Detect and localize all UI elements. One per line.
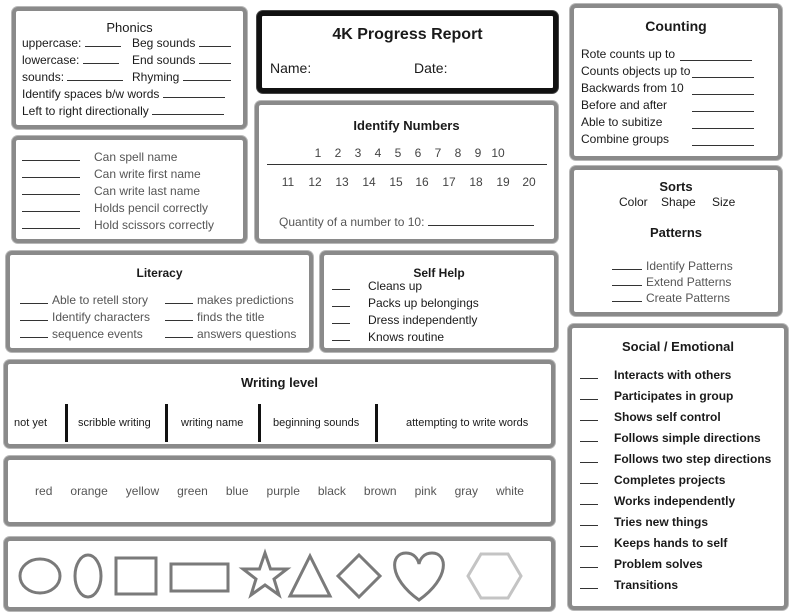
social-blank[interactable] xyxy=(580,567,598,568)
literacy-blank[interactable] xyxy=(165,337,193,338)
counting-objects: Counts objects up to xyxy=(581,64,691,78)
number-item: 17 xyxy=(442,175,456,189)
sorts-patterns-section xyxy=(570,166,782,316)
finds-the-title: finds the title xyxy=(197,310,265,324)
shapes-section xyxy=(4,537,555,611)
counting-rote-blank[interactable] xyxy=(680,48,752,61)
social-blank[interactable] xyxy=(580,462,598,463)
name-skill-row xyxy=(22,201,242,218)
circle-shape-icon xyxy=(20,559,60,593)
counting-combine: Combine groups xyxy=(581,132,670,146)
social-blank[interactable] xyxy=(580,378,598,379)
problem-solves: Problem solves xyxy=(614,557,703,571)
self-help-blank[interactable] xyxy=(332,289,350,290)
self-help-blank[interactable] xyxy=(332,306,350,307)
counting-subitize-blank[interactable] xyxy=(692,116,754,129)
identify-characters: Identify characters xyxy=(52,310,151,324)
name-skills-section xyxy=(12,136,247,243)
oval-shape-icon xyxy=(75,555,101,597)
holds-pencil: Holds pencil correctly xyxy=(94,201,209,215)
phonics-lowercase-blank[interactable] xyxy=(83,63,119,64)
literacy-section xyxy=(6,251,313,352)
name-skill-blank[interactable] xyxy=(22,160,80,161)
phonics-left-to-right: Left to right directionally xyxy=(22,104,149,118)
self-help-section xyxy=(320,251,558,352)
date-label: Date: xyxy=(414,60,448,76)
phonics-left-to-right-blank[interactable] xyxy=(152,114,224,115)
colors-section xyxy=(4,456,555,526)
writing-level-section xyxy=(4,360,555,448)
number-item: 11 xyxy=(281,175,295,189)
writing-level-divider xyxy=(258,404,261,442)
self-help-blank[interactable] xyxy=(332,323,350,324)
writing-level-not-yet[interactable]: not yet xyxy=(14,417,48,429)
phonics-end-sounds: End sounds xyxy=(132,53,196,67)
participates-in-group: Participates in group xyxy=(614,389,734,403)
sorts-size: Size xyxy=(712,195,736,209)
phonics-identify-spaces: Identify spaces b/w words xyxy=(22,87,160,101)
number-item: 6 xyxy=(414,146,422,160)
counting-backwards-blank[interactable] xyxy=(692,82,754,95)
pattern-blank[interactable] xyxy=(612,269,642,270)
number-item: 12 xyxy=(308,175,322,189)
sorts-title: Sorts xyxy=(659,179,693,194)
pattern-blank[interactable] xyxy=(612,301,642,302)
completes-projects: Completes projects xyxy=(614,473,726,487)
name-skill-blank[interactable] xyxy=(22,177,80,178)
number-item: 20 xyxy=(522,175,536,189)
literacy-blank[interactable] xyxy=(165,320,193,321)
quantity-blank[interactable] xyxy=(428,225,534,226)
rectangle-shape-icon xyxy=(171,564,228,591)
social-blank[interactable] xyxy=(580,483,598,484)
can-spell-name: Can spell name xyxy=(94,150,178,164)
counting-before-after-blank[interactable] xyxy=(692,99,754,112)
tries-new-things: Tries new things xyxy=(614,515,709,529)
literacy-blank[interactable] xyxy=(20,320,48,321)
name-skill-row xyxy=(22,150,242,167)
social-blank[interactable] xyxy=(580,546,598,547)
writing-level-divider xyxy=(165,404,168,442)
phonics-lowercase: lowercase: xyxy=(22,53,80,67)
social-blank[interactable] xyxy=(580,399,598,400)
follows-simple-directions: Follows simple directions xyxy=(614,431,761,445)
name-skill-blank[interactable] xyxy=(22,228,80,229)
retell-story: Able to retell story xyxy=(52,293,149,307)
writing-level-divider xyxy=(65,404,68,442)
color-word: white xyxy=(495,484,524,498)
report-title: 4K Progress Report xyxy=(332,26,483,43)
phonics-identify-spaces-blank[interactable] xyxy=(163,97,225,98)
color-word: black xyxy=(317,484,346,498)
color-word: purple xyxy=(266,484,300,498)
report-header xyxy=(257,11,558,93)
shows-self-control: Shows self control xyxy=(614,410,721,424)
number-item: 18 xyxy=(469,175,483,189)
triangle-shape-icon xyxy=(290,556,330,596)
heart-shape-icon xyxy=(395,553,444,600)
number-item: 7 xyxy=(434,146,442,160)
color-word: yellow xyxy=(125,484,160,498)
phonics-end-sounds-blank[interactable] xyxy=(199,63,231,64)
self-help-title: Self Help xyxy=(413,266,465,280)
number-item: 8 xyxy=(454,146,462,160)
color-word: green xyxy=(177,484,208,498)
counting-backwards: Backwards from 10 xyxy=(581,81,684,95)
patterns-title: Patterns xyxy=(649,225,703,240)
color-word: brown xyxy=(363,484,397,498)
counting-subitize: Able to subitize xyxy=(581,115,663,129)
phonics-sounds-blank[interactable] xyxy=(67,80,123,81)
extend-patterns: Extend Patterns xyxy=(646,275,732,289)
create-patterns: Create Patterns xyxy=(646,291,731,305)
number-item: 19 xyxy=(496,175,510,189)
writing-level-divider xyxy=(375,404,378,442)
number-item: 4 xyxy=(374,146,382,160)
pattern-blank[interactable] xyxy=(612,285,642,286)
can-write-first-name: Can write first name xyxy=(94,167,201,181)
number-item: 1 xyxy=(314,146,322,160)
name-label: Name: xyxy=(270,60,312,76)
writing-level-attempting-words[interactable]: attempting to write words xyxy=(406,417,529,429)
social-emotional-section xyxy=(568,324,788,610)
number-item: 9 xyxy=(474,146,482,160)
hold-scissors: Hold scissors correctly xyxy=(94,218,215,232)
numbers-divider xyxy=(267,164,547,165)
number-item: 13 xyxy=(335,175,349,189)
counting-objects-blank[interactable] xyxy=(692,65,754,78)
phonics-rhyming-blank[interactable] xyxy=(183,80,231,81)
phonics-beg-sounds: Beg sounds xyxy=(132,36,196,50)
counting-combine-blank[interactable] xyxy=(692,133,754,146)
shapes-canvas xyxy=(8,541,551,607)
identify-numbers-title: Identify Numbers xyxy=(353,118,460,133)
counting-section xyxy=(570,4,782,160)
number-item: 2 xyxy=(334,146,342,160)
name-skill-row xyxy=(22,184,242,201)
social-blank[interactable] xyxy=(580,420,598,421)
writing-level-beginning-sounds[interactable]: beginning sounds xyxy=(273,417,360,429)
identify-numbers-section xyxy=(255,101,558,243)
follows-two-step-directions: Follows two step directions xyxy=(614,452,772,466)
star-shape-icon xyxy=(243,553,287,595)
answers-questions: answers questions xyxy=(197,327,297,341)
quantity-label: Quantity of a number to 10: xyxy=(279,215,425,229)
color-word: gray xyxy=(454,484,478,498)
literacy-blank[interactable] xyxy=(20,337,48,338)
packs-up-belongings: Packs up belongings xyxy=(368,296,479,310)
social-blank[interactable] xyxy=(580,504,598,505)
sequence-events: sequence events xyxy=(52,327,143,341)
writing-level-name[interactable]: writing name xyxy=(181,417,244,429)
phonics-uppercase: uppercase: xyxy=(22,36,82,50)
phonics-rhyming: Rhyming xyxy=(132,70,180,84)
literacy-blank[interactable] xyxy=(20,303,48,304)
phonics-beg-sounds-blank[interactable] xyxy=(199,46,231,47)
knows-routine: Knows routine xyxy=(368,330,445,344)
works-independently: Works independently xyxy=(614,494,736,508)
literacy-blank[interactable] xyxy=(165,303,193,304)
social-emotional-title: Social / Emotional xyxy=(622,339,734,354)
number-item: 5 xyxy=(394,146,402,160)
number-item: 14 xyxy=(362,175,376,189)
hexagon-shape-icon xyxy=(468,554,521,598)
cleans-up: Cleans up xyxy=(368,279,423,293)
writing-level-scribble[interactable]: scribble writing xyxy=(78,417,151,429)
phonics-sounds: sounds: xyxy=(22,70,65,84)
number-item: 10 xyxy=(491,146,505,160)
social-blank[interactable] xyxy=(580,525,598,526)
social-blank[interactable] xyxy=(580,588,598,589)
counting-title: Counting xyxy=(645,18,707,34)
literacy-title: Literacy xyxy=(136,266,183,280)
square-shape-icon xyxy=(116,558,156,594)
makes-predictions: makes predictions xyxy=(197,293,294,307)
social-blank[interactable] xyxy=(580,441,598,442)
number-item: 3 xyxy=(354,146,362,160)
counting-before-after: Before and after xyxy=(581,98,668,112)
color-word: orange xyxy=(70,484,108,498)
keeps-hands-to-self: Keeps hands to self xyxy=(614,536,728,550)
can-write-last-name: Can write last name xyxy=(94,184,201,198)
name-skill-row xyxy=(22,167,242,184)
color-word: blue xyxy=(225,484,249,498)
self-help-blank[interactable] xyxy=(332,340,350,341)
color-word: red xyxy=(35,484,53,498)
interacts-with-others: Interacts with others xyxy=(614,368,732,382)
sorts-color: Color xyxy=(619,195,648,209)
color-word: pink xyxy=(414,484,437,498)
phonics-section xyxy=(12,7,247,129)
name-skill-row xyxy=(22,218,242,235)
name-skill-blank[interactable] xyxy=(22,194,80,195)
diamond-shape-icon xyxy=(338,555,380,597)
transitions: Transitions xyxy=(614,578,679,592)
writing-level-title: Writing level xyxy=(240,375,319,390)
phonics-uppercase-blank[interactable] xyxy=(85,46,121,47)
phonics-title: Phonics xyxy=(106,20,153,35)
number-item: 15 xyxy=(389,175,403,189)
name-skill-blank[interactable] xyxy=(22,211,80,212)
number-item: 16 xyxy=(415,175,429,189)
counting-rote: Rote counts up to xyxy=(581,47,676,61)
identify-patterns: Identify Patterns xyxy=(646,259,733,273)
sorts-shape: Shape xyxy=(661,195,696,209)
dress-independently: Dress independently xyxy=(368,313,478,327)
